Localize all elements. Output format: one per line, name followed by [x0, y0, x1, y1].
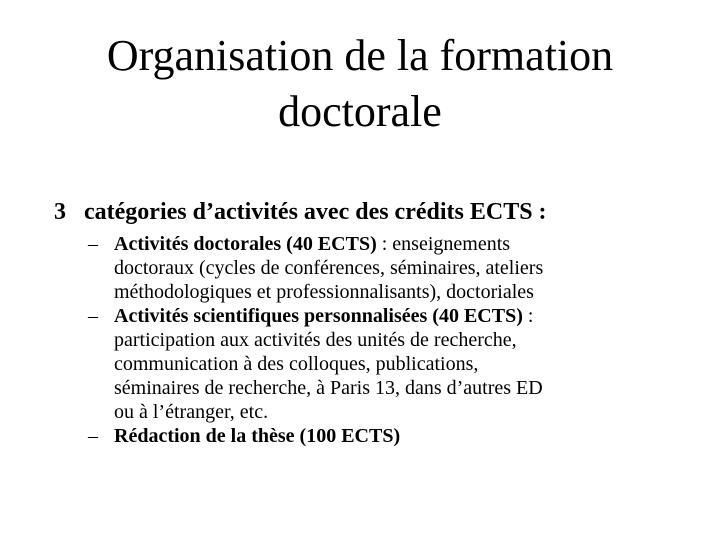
bullet-line — [114, 424, 648, 448]
intro-text: catégories d’activités avec des crédits ECTS : — [84, 199, 547, 225]
bullet-bold-heading: Rédaction de la thèse (100 ECTS) — [114, 425, 401, 447]
bullet-text: : — [522, 305, 534, 327]
dash-marker: – — [88, 425, 98, 447]
bullet-line: ou à l’étranger, etc. — [114, 401, 269, 423]
slide-title — [40, 28, 680, 140]
bullet-bold-heading: Activités scientifiques personnalisées (40 ECTS) — [114, 305, 523, 327]
bullet-line: participation aux activités des unités de recherche, — [114, 329, 517, 351]
bullet-text: : enseignements — [376, 233, 511, 255]
dash-marker: – — [88, 233, 98, 255]
bullet-line — [114, 304, 648, 328]
intro-line — [54, 196, 547, 228]
bullet-bold-heading: Activités doctorales (40 ECTS) — [114, 233, 377, 255]
bullet-line — [114, 232, 648, 256]
bullet-line: séminaires de recherche, à Paris 13, dans d’autres ED — [114, 377, 543, 399]
title-line-2: doctorale — [278, 87, 442, 136]
dash-marker: – — [88, 305, 98, 327]
bullet-line: communication à des colloques, publications, — [114, 353, 479, 375]
bullet-item-thesis-writing — [88, 424, 648, 448]
intro-number: 3 — [54, 199, 66, 225]
bullet-list — [88, 232, 648, 448]
title-line-1: Organisation de la formation — [106, 31, 614, 80]
bullet-line: doctoraux (cycles de conférences, séminaires, ateliers — [114, 257, 544, 279]
bullet-item-scientific-activities — [88, 304, 648, 424]
bullet-item-doctoral-activities — [88, 232, 648, 304]
bullet-line: méthodologiques et professionnalisants), doctoriales — [114, 281, 534, 303]
